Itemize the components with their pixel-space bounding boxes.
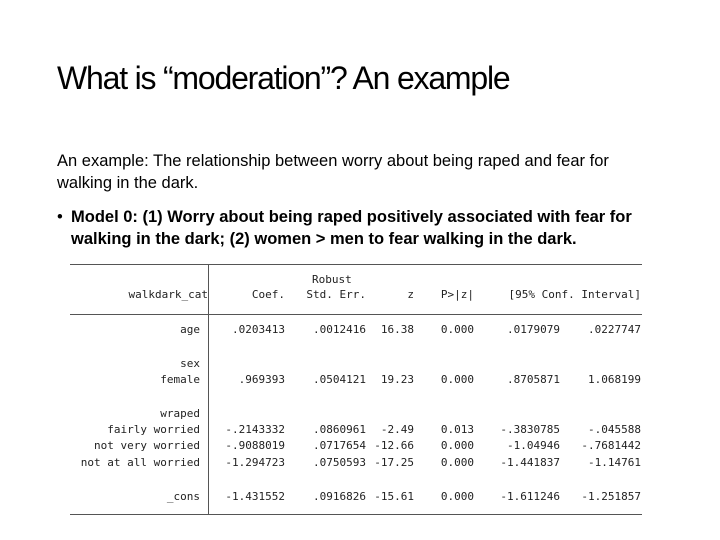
coef-cell: -1.431552 xyxy=(225,490,285,503)
p-cell: 0.000 xyxy=(440,456,474,469)
p-cell: 0.000 xyxy=(440,490,474,503)
header-p: P>|z| xyxy=(440,288,474,301)
header-se: Std. Err. xyxy=(306,288,366,301)
table-bottom-rule xyxy=(70,514,642,515)
coef-cell: .0203413 xyxy=(232,323,285,336)
row-label: female xyxy=(160,373,200,386)
z-cell: 16.38 xyxy=(380,323,414,336)
p-cell: 0.000 xyxy=(440,323,474,336)
se-cell: .0750593 xyxy=(313,456,366,469)
coef-cell: -.2143332 xyxy=(225,423,285,436)
z-cell: -17.25 xyxy=(374,456,414,469)
se-cell: .0717654 xyxy=(313,439,366,452)
z-cell: -15.61 xyxy=(374,490,414,503)
z-cell: -2.49 xyxy=(380,423,414,436)
se-cell: .0860961 xyxy=(313,423,366,436)
table-top-rule xyxy=(70,264,642,265)
ci-low-cell: .8705871 xyxy=(507,373,560,386)
row-label: _cons xyxy=(166,490,200,503)
regression-table xyxy=(70,262,642,516)
slide-title: What is “moderation”? An example xyxy=(57,60,510,96)
table-header-rule xyxy=(70,314,642,315)
ci-high-cell: -.045588 xyxy=(588,423,641,436)
row-label: wraped xyxy=(160,407,200,420)
ci-high-cell: -1.14761 xyxy=(588,456,641,469)
intro-text: An example: The relationship between worry about being raped and fear for walking in the dark. xyxy=(57,152,609,192)
ci-high-cell: 1.068199 xyxy=(588,373,641,386)
coef-cell: -1.294723 xyxy=(225,456,285,469)
header-robust: Robust xyxy=(312,273,352,286)
header-ci: [95% Conf. Interval] xyxy=(508,288,641,301)
row-label: not at all worried xyxy=(80,456,200,469)
ci-low-cell: -1.611246 xyxy=(500,490,560,503)
coef-cell: .969393 xyxy=(238,373,285,386)
se-cell: .0916826 xyxy=(313,490,366,503)
row-label: sex xyxy=(180,357,200,370)
row-label: fairly worried xyxy=(107,423,200,436)
header-coef: Coef. xyxy=(251,288,285,301)
ci-high-cell: -1.251857 xyxy=(581,490,641,503)
ci-high-cell: -.7681442 xyxy=(581,439,641,452)
se-cell: .0504121 xyxy=(313,373,366,386)
bullet-text: Model 0: (1) Worry about being raped positively associated with fear for walking in the dark; (2) women > men to fear walking in the dark. xyxy=(71,208,632,248)
se-cell: .0012416 xyxy=(313,323,366,336)
row-label: not very worried xyxy=(94,439,200,452)
p-cell: 0.013 xyxy=(440,423,474,436)
bullet-point xyxy=(57,206,677,250)
p-cell: 0.000 xyxy=(440,439,474,452)
ci-low-cell: .0179079 xyxy=(507,323,560,336)
table-divider xyxy=(208,264,209,514)
ci-low-cell: -.3830785 xyxy=(500,423,560,436)
p-cell: 0.000 xyxy=(440,373,474,386)
z-cell: -12.66 xyxy=(374,439,414,452)
header-z: z xyxy=(407,288,414,301)
row-label: age xyxy=(180,323,200,336)
ci-low-cell: -1.04946 xyxy=(507,439,560,452)
coef-cell: -.9088019 xyxy=(225,439,285,452)
depvar-label: walkdark_cat xyxy=(128,288,208,301)
ci-low-cell: -1.441837 xyxy=(500,456,560,469)
z-cell: 19.23 xyxy=(380,373,414,386)
bullet-icon: • xyxy=(57,208,63,226)
ci-high-cell: .0227747 xyxy=(588,323,641,336)
